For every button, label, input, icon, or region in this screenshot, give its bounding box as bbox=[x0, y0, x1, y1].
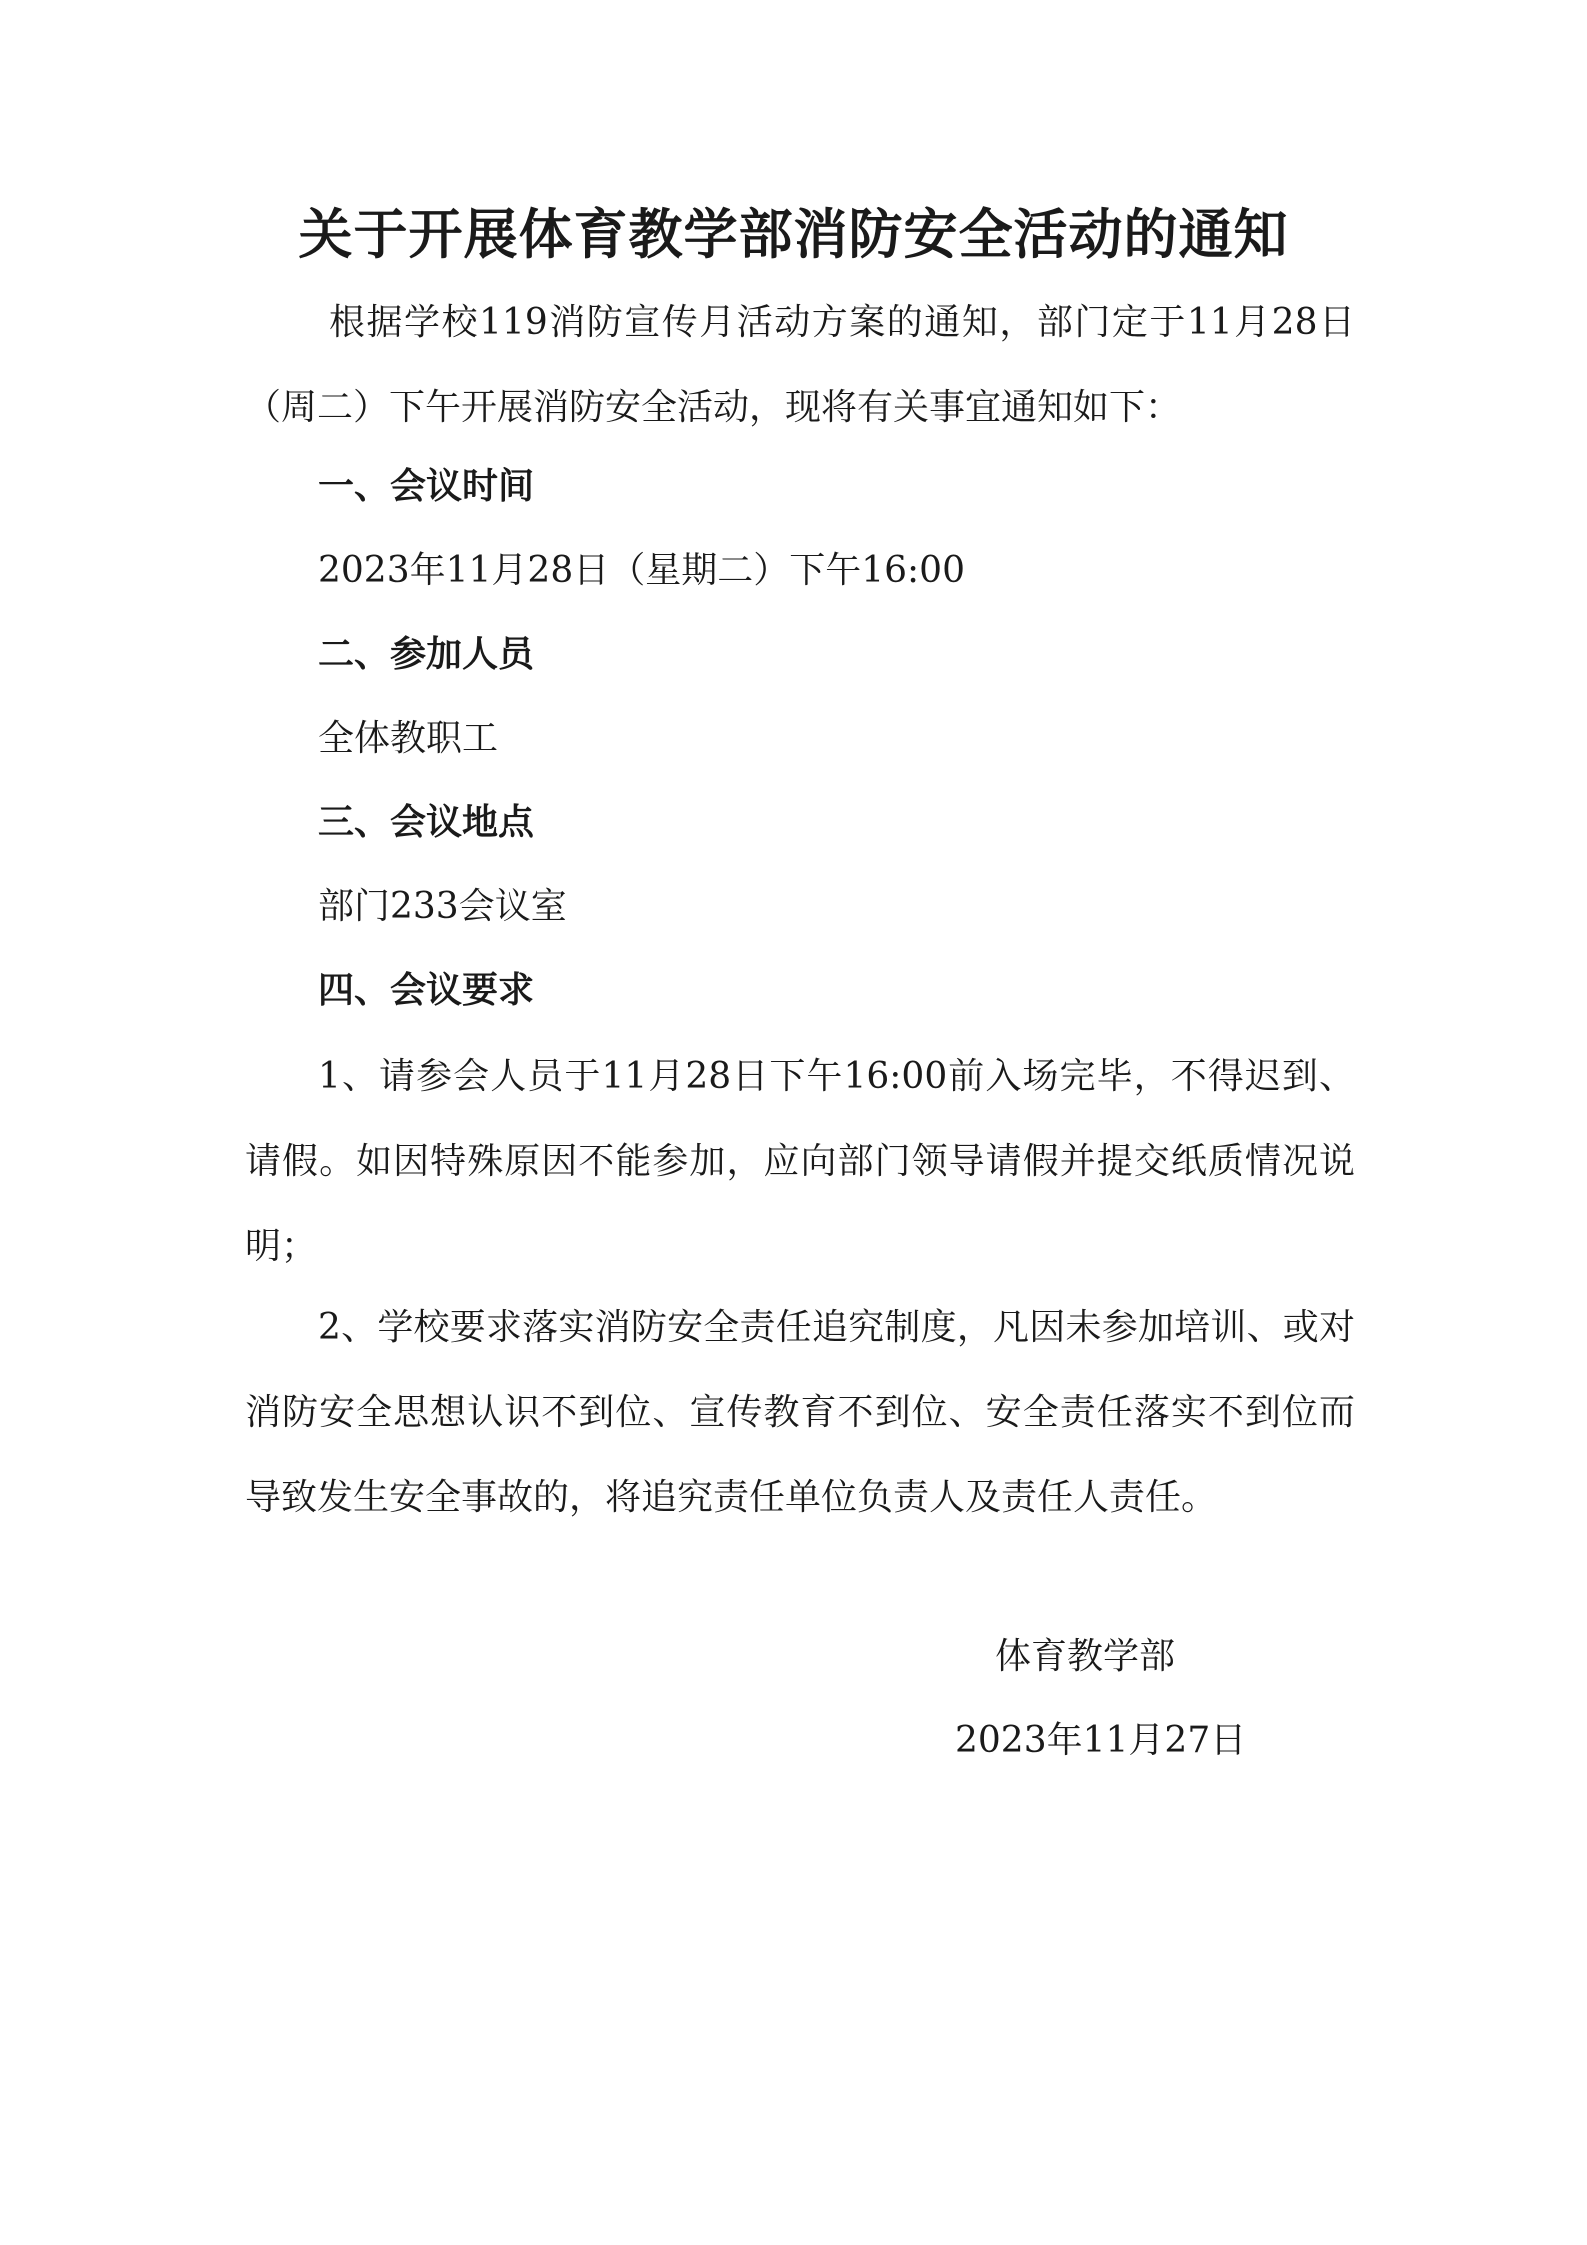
meeting-location: 部门233会议室 bbox=[318, 886, 567, 927]
section-heading-requirements: 四、会议要求 bbox=[318, 970, 535, 1011]
attendees: 全体教职工 bbox=[318, 718, 499, 759]
notice-title: 关于开展体育教学部消防安全活动的通知 bbox=[298, 203, 1289, 266]
meeting-time: 2023年11月28日（星期二）下午16:00 bbox=[318, 550, 965, 591]
section-heading-time: 一、会议时间 bbox=[318, 466, 535, 507]
requirement-item-1: 1、请参会人员于11月28日下午16:00前入场完毕，不得迟到、请假。如因特殊原因不能参加，应向部门领导请假并提交纸质情况说明； bbox=[245, 1056, 1355, 1267]
section-heading-location: 三、会议地点 bbox=[318, 802, 535, 843]
intro-paragraph: 根据学校119消防宣传月活动方案的通知，部门定于11月28日（周二）下午开展消防安全活动，现将有关事宜通知如下： bbox=[245, 302, 1355, 428]
signature-department: 体育教学部 bbox=[995, 1636, 1176, 1677]
section-heading-attendees: 二、参加人员 bbox=[318, 634, 535, 675]
requirement-item-2: 2、学校要求落实消防安全责任追究制度，凡因未参加培训、或对消防安全思想认识不到位、宣传教育不到位、安全责任落实不到位而导致发生安全事故的，将追究责任单位负责人及责任人责任。 bbox=[245, 1307, 1355, 1518]
signature-date: 2023年11月27日 bbox=[955, 1720, 1247, 1761]
